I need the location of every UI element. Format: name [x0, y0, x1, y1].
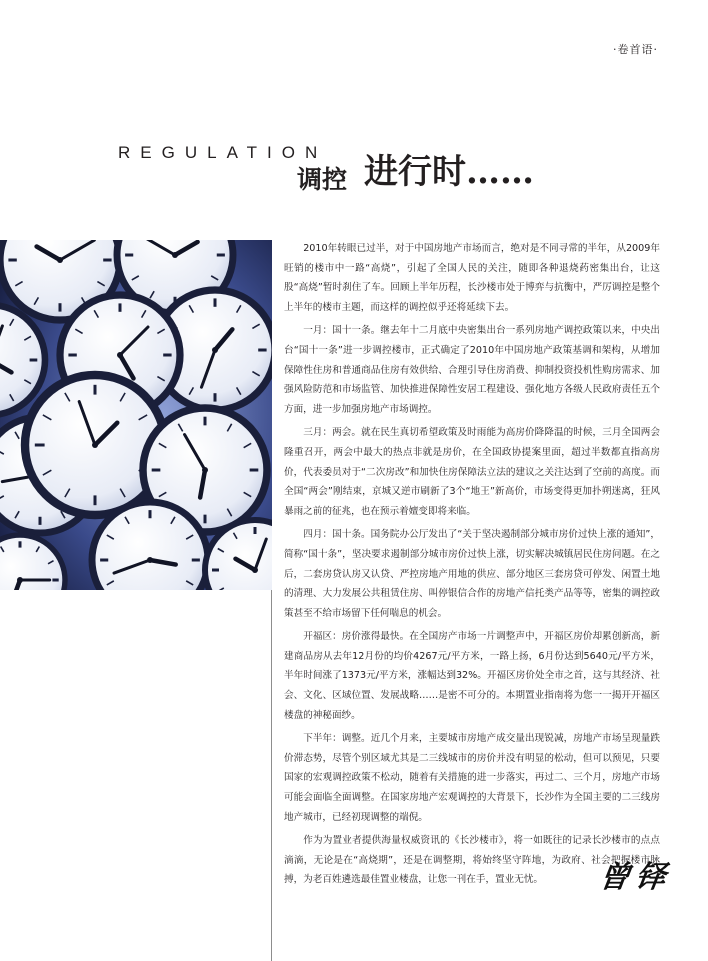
clock-face	[92, 502, 208, 590]
title-cn-small: 调控	[297, 165, 348, 194]
paragraph: 2010年转眼已过半，对于中国房地产市场而言，绝对是不同寻常的半年，从2009年旺销的楼市中一路“高烧”，引起了全国人民的关注，随即各种退烧药密集出台，让这股“高烧”暂时刹住了车。回顾上半年历程，长沙楼市处于博弈与抗衡中，严厉调控是整个上半年的楼市主题，而这样的调控似乎还将延续下去。	[284, 243, 660, 313]
clocks-photo	[0, 240, 272, 590]
paragraph: 三月：两会。就在民生真切希望政策及时雨能为高房价降降温的时候，三月全国两会隆重召开，两会中最大的热点非就是房价，在全国政协提案里面，超过半数都直指高房价，代表委员对于“二次房改”和加快住房保障法立法的建议之关注达到了空前的高度。而全国“两会”刚结束，京城又逆市刷新了3个“地王”新高价，市场变得更加扑朔迷离，狂风暴雨之前的征兆，也在预示着嬗变即将来临。	[284, 427, 660, 517]
section-tag: ·卷首语·	[613, 43, 658, 56]
article-body	[284, 239, 660, 894]
paragraph: 一月：国十一条。继去年十二月底中央密集出台一系列房地产调控政策以来，中央出台“国十一条”进一步调控楼市，正式确定了2010年中国房地产政策基调和架构，从增加保障性住房和普通商品住房有效供给、合理引导住房消费、抑制投资投机性购房需求、加强风险防范和市场监管、加快推进保障性安居工程建设、强化地方各级人民政府责任五个方面，进一步加强房地产市场调控。	[284, 325, 660, 415]
paragraph: 下半年：调整。近几个月来，主要城市房地产成交量出现锐减，房地产市场呈现量跌价滞态势，尽管个别区域尤其是二三线城市的房价并没有明显的松动，但可以预见，只要国家的宏观调控政策不松动，随着有关措施的进一步落实，再过二、三个月，房地产市场可能会面临全面调整。在国家房地产宏观调控的大背景下，长沙作为全国主要的二三线房地产城市，已经初现调整的端倪。	[284, 733, 660, 823]
paragraph: 开福区：房价涨得最快。在全国房产市场一片调整声中，开福区房价却累创新高，新建商品房从去年12月份的均价4267元/平方米，一路上扬，6月份达到5640元/平方米，半年时间涨了1373元/平方米，涨幅达到32%。开福区房价处全市之首，这与其经济、社会、文化、区域位置、发展战略……是密不可分的。本期置业指南将为您一一揭开开福区楼盘的神秘面纱。	[284, 631, 660, 721]
author-signature: 曾铎	[597, 860, 674, 895]
title-cn-big: 进行时……	[364, 152, 534, 192]
column-divider	[271, 590, 272, 961]
paragraph: 作为为置业者提供海量权威资讯的《长沙楼市》，将一如既往的记录长沙楼市的点点滴滴，无论是在“高烧期”，还是在调整期，将始终坚守阵地，为政府、社会把握楼市脉搏，为老百姓遴选最佳置业楼盘，让您一刊在手，置业无忧。	[284, 835, 660, 886]
paragraph: 四月：国十条。国务院办公厅发出了“关于坚决遏制部分城市房价过快上涨的通知”，简称“国十条”，坚决要求遏制部分城市房价过快上涨，切实解决城镇居民住房问题。在之后，二套房贷认房又认贷、严控房地产用地的供应、部分地区三套房贷可停发、闲置土地的清理、大力发展公共租赁住房、叫停银信合作的房地产信托类产品等等，密集的调控政策甚至不给市场留下任何喘息的机会。	[284, 529, 660, 619]
title-latin: REGULATION	[118, 143, 328, 162]
